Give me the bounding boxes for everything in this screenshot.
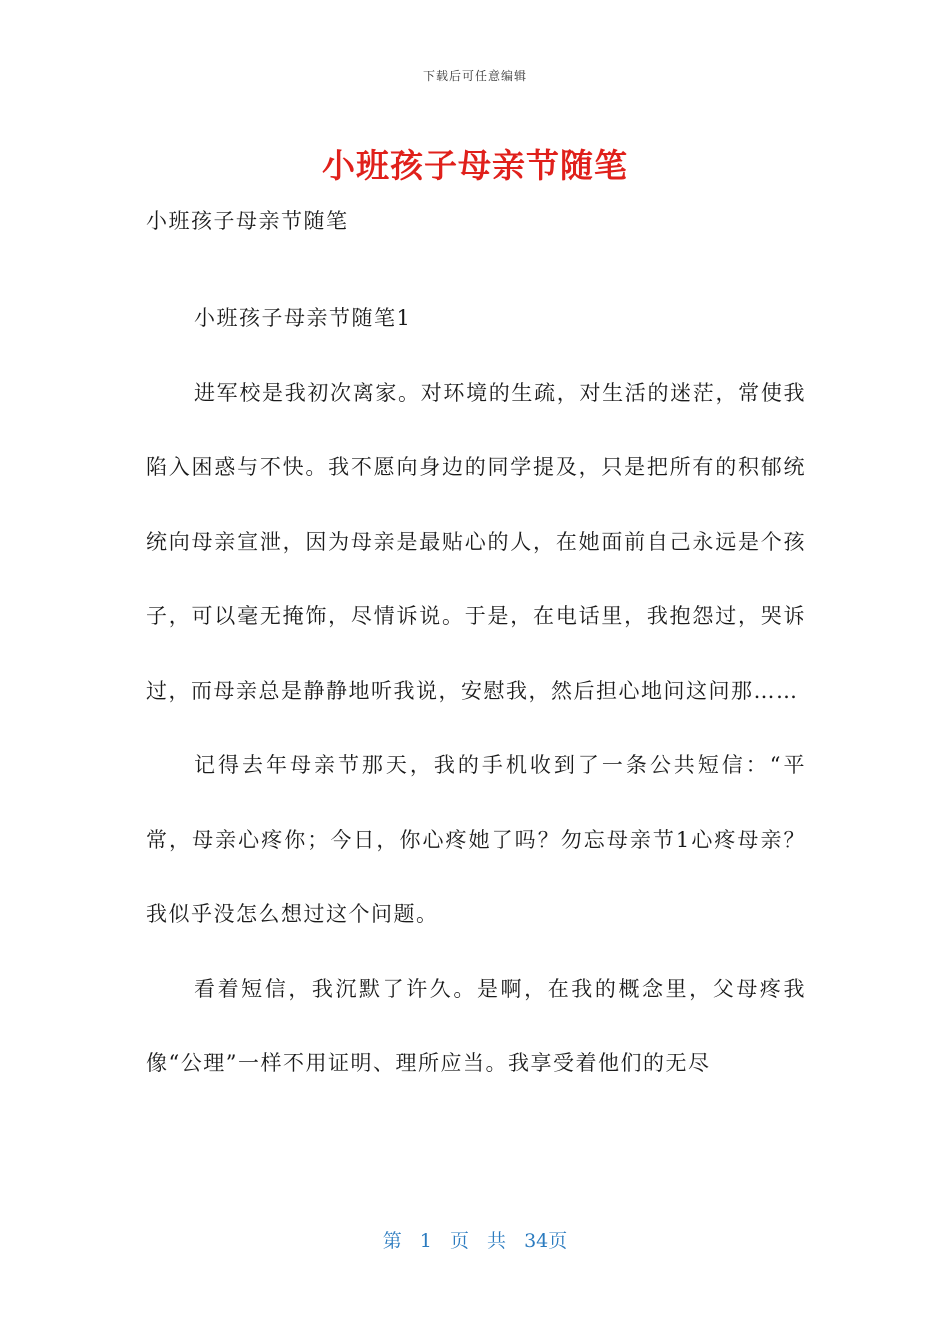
document-subtitle: 小班孩子母亲节随笔: [146, 209, 349, 233]
document-body: [146, 281, 806, 1101]
header-note: 下载后可任意编辑: [422, 69, 527, 83]
current-page-number: 1: [419, 1230, 432, 1252]
document-title: 小班孩子母亲节随笔: [322, 146, 628, 185]
page-footer: [0, 1226, 950, 1253]
total-label: 共: [487, 1230, 507, 1252]
paragraph-3: 看着短信，我沉默了许久。是啊，在我的概念里，父母疼我像“公理”一样不用证明、理所应当。我享受着他们的无尽: [146, 976, 806, 1075]
paragraph-2: 记得去年母亲节那天，我的手机收到了一条公共短信：“平常，母亲心疼你；今日，你心疼她了吗？勿忘母亲节1心疼母亲？我似乎没怎么想过这个问题。: [146, 753, 806, 926]
paragraph-1: 进军校是我初次离家。对环境的生疏，对生活的迷茫，常使我陷入困惑与不快。我不愿向身边的同学提及，只是把所有的积郁统统向母亲宣泄，因为母亲是最贴心的人，在她面前自己永远是个孩子，可以毫无掩饰，尽情诉说。于是，在电话里，我抱怨过，哭诉过，而母亲总是静静地听我说，安慰我，然后担心地问这问那……: [146, 380, 806, 703]
page-label-mid: 页: [449, 1230, 469, 1252]
total-pages: 34页: [524, 1230, 568, 1252]
section-heading: 小班孩子母亲节随笔1: [194, 306, 412, 330]
page-label-prefix: 第: [382, 1230, 402, 1252]
